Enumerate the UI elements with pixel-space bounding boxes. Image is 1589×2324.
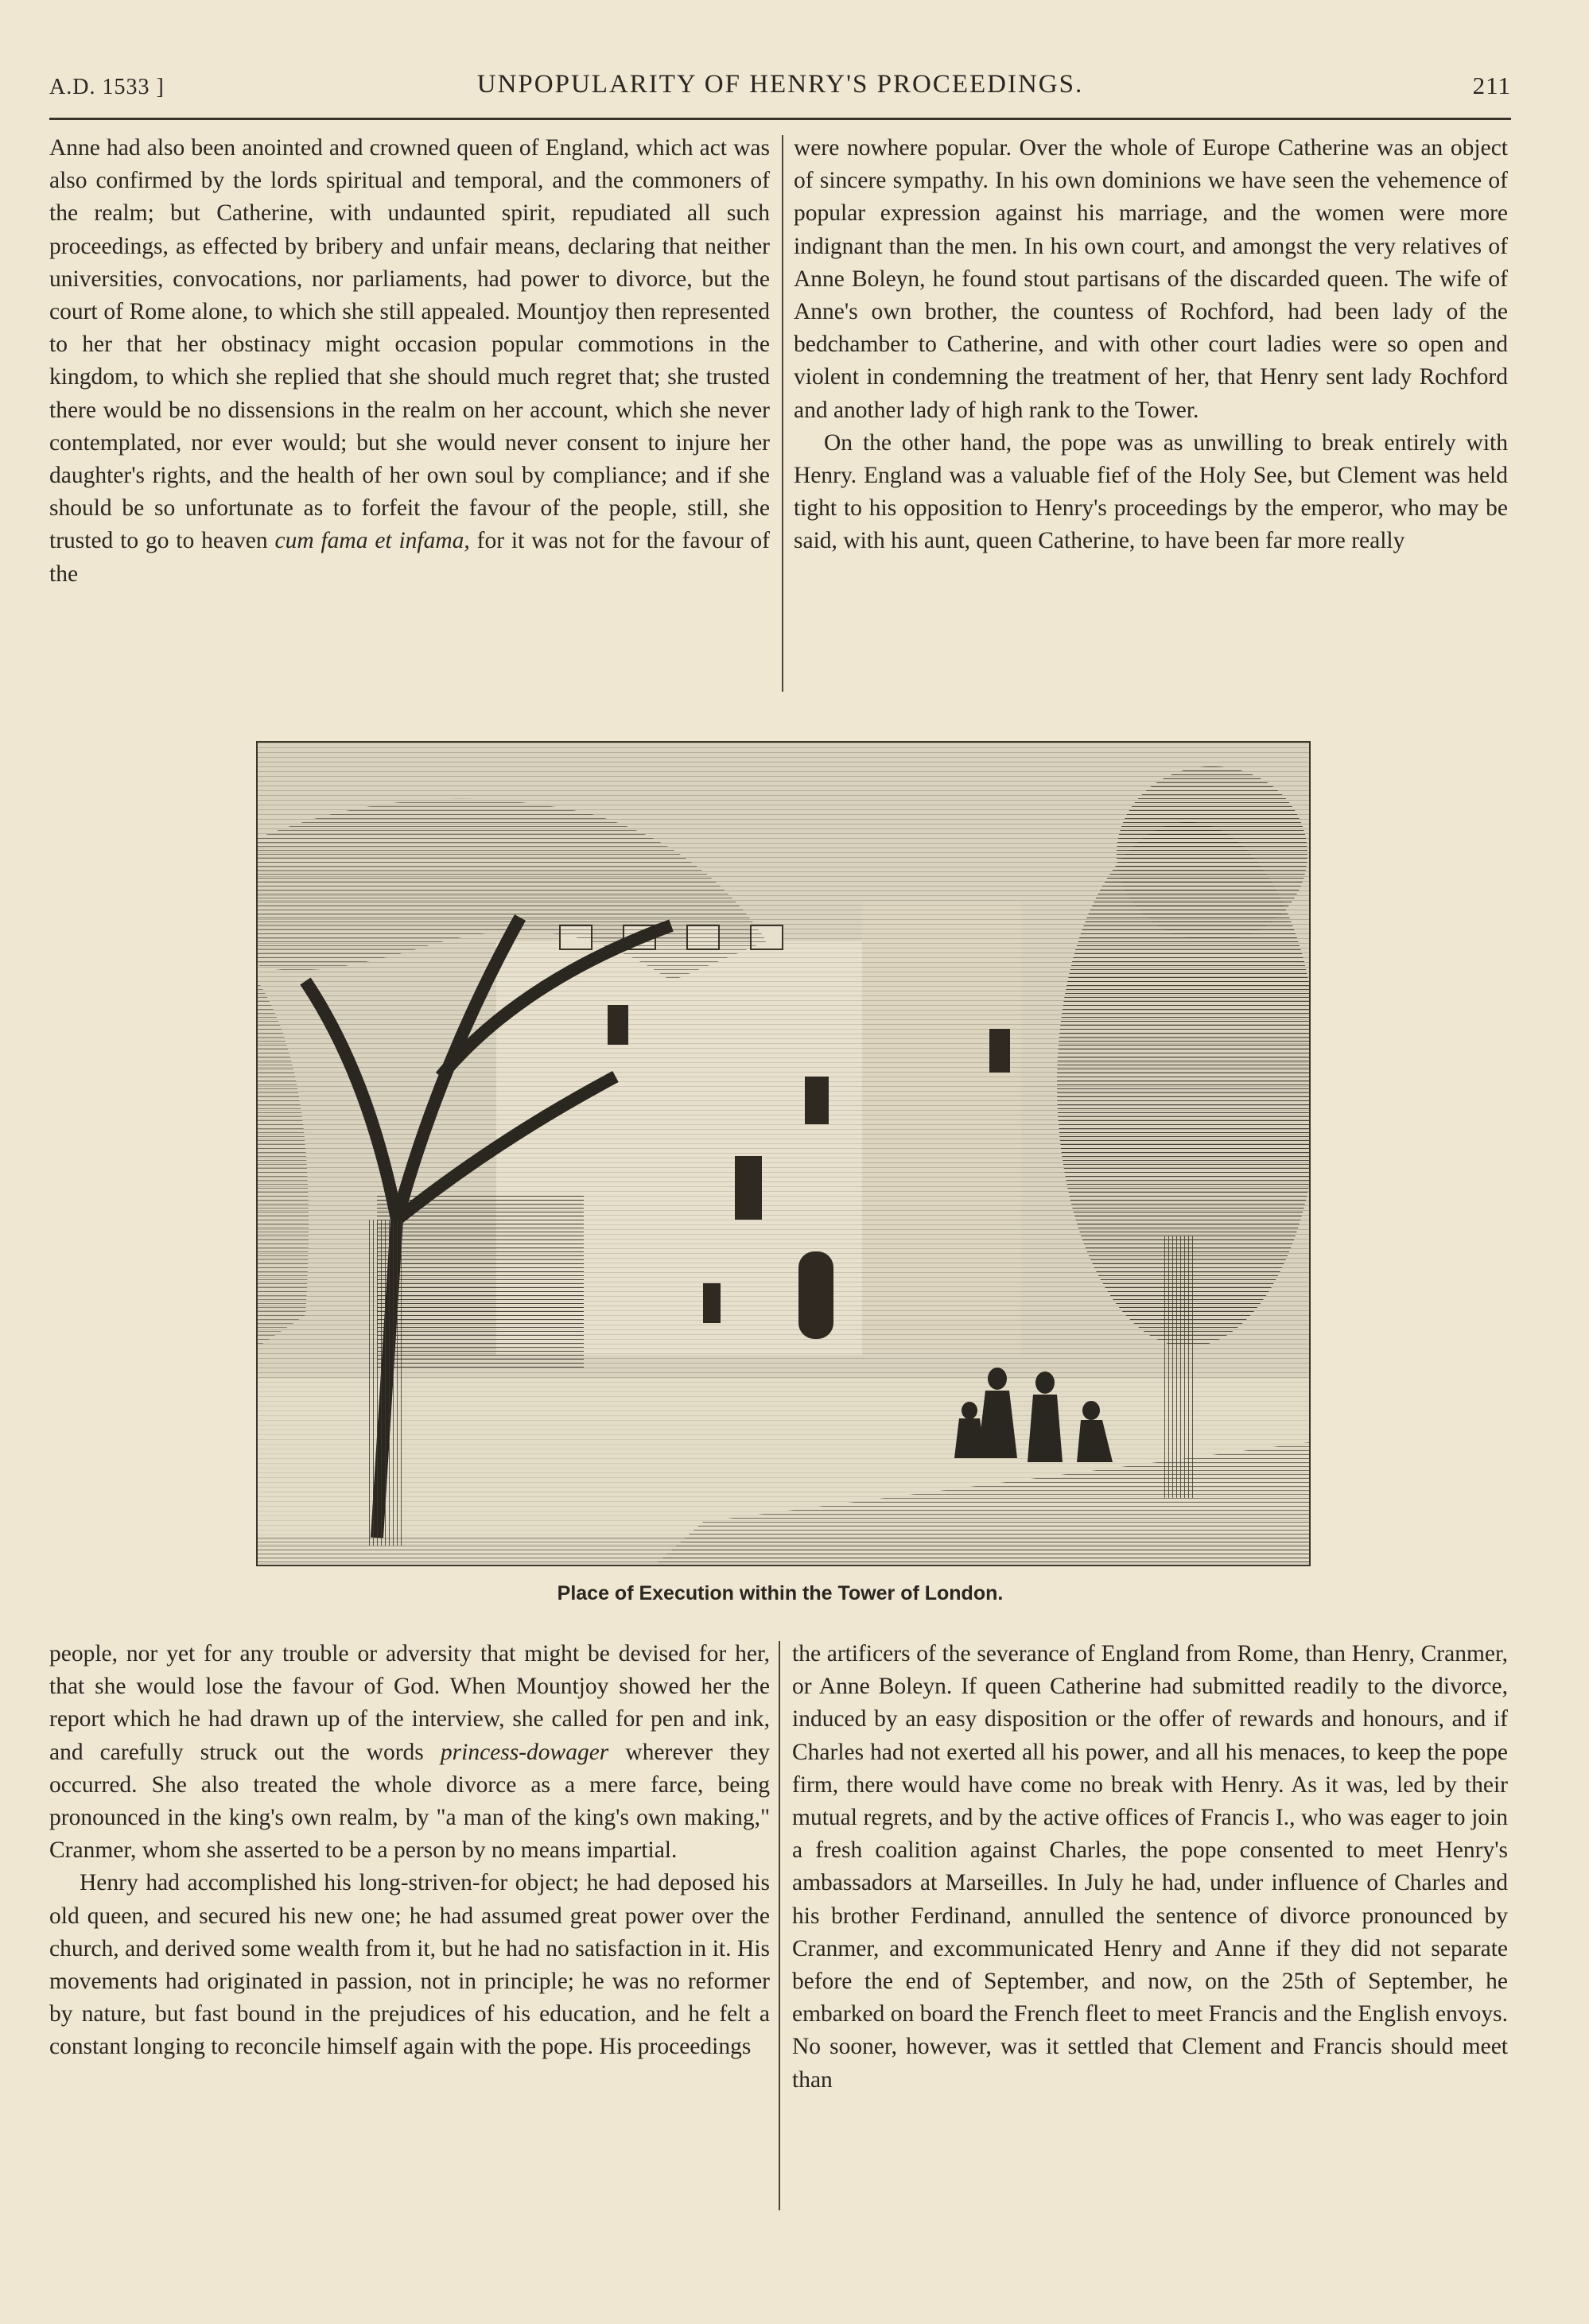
top-left-column xyxy=(49,132,770,591)
engraving-illustration xyxy=(256,741,1311,1566)
paragraph: Henry had accomplished his long-striven-for object; he had deposed his old queen, and secured his new one; he had assumed great power over the church, and derived some wealth from it, but he had no satisfaction in it. His movements had originated in passion, not in principle; he was no reformer by nature, but fast bound in the prejudices of his education, and he felt a constant longing to reconcile himself again with the pope. His proceedings xyxy=(49,1870,770,2060)
header-rule xyxy=(49,118,1511,120)
header-date: A.D. 1533 ] xyxy=(49,75,165,99)
paragraph: were nowhere popular. Over the whole of Europe Catherine was an object of sincere sympathy. In his own dominions we have seen the vehemence of popular expression against his marriage, and the women were more indignant than the men. In his own court, and amongst the very relatives of Anne Boleyn, he found stout partisans of the discarded queen. The wife of Anne's own brother, the countess of Rochford, had been lady of the bedchamber to Catherine, and with other court ladies were so open and violent in condemning the treatment of her, that Henry sent lady Rochford and another lady of high rank to the Tower. xyxy=(794,135,1508,423)
header-title: UNPOPULARITY OF HENRY'S PROCEEDINGS. xyxy=(476,70,1084,99)
text: Anne had also been anointed and crowned queen of England, which act was also confirmed by the lords spiritual and temporal, and the commoners of the realm; but Catherine, with undaunted spirit, repudiated all such proceedings, as effected by bribery and unfair means, declaring that neither universities, convocations, nor parliaments, had power to divorce, but the court of Rome alone, to which she still appealed. Mountjoy then represented to her that her obstinacy might occasion popular commotions in the kingdom, to which she replied that she should much regret that; she trusted there would be no dissensions in the realm on her account, which she never contemplated, nor ever would; but she would never consent to injure her daughter's rights, and the health of her own soul by compliance; and if she should be so unfortunate as to forfeit the favour of the people, still, she trusted to go to heaven xyxy=(49,135,770,554)
paragraph: On the other hand, the pope was as unwilling to break entirely with Henry. England was a valuable fief of the Holy See, but Clement was held tight to his opposition to Henry's proceedings by the emperor, who may be said, with his aunt, queen Catherine, to have been far more really xyxy=(794,429,1508,554)
text: wherever they occurred. She also treated the whole divorce as a mere farce, being pronounced in the king's own realm, by "a man of the king's own making," Cranmer, whom she asserted to be a person by no means impartial. xyxy=(49,1739,770,1864)
page-number: 211 xyxy=(1472,72,1511,99)
bottom-right-column xyxy=(792,1638,1508,2097)
tower-engraving xyxy=(258,743,1309,1565)
italic-phrase: princess-dowager xyxy=(440,1739,609,1765)
column-divider xyxy=(779,1641,780,2210)
top-right-column xyxy=(794,132,1508,558)
paragraph xyxy=(49,132,770,591)
figure-caption: Place of Execution within the Tower of London. xyxy=(557,1582,1004,1604)
running-header xyxy=(49,70,1511,110)
paragraph xyxy=(49,1638,770,1867)
column-divider xyxy=(782,135,783,692)
text: people, nor yet for any trouble or adversity that might be devised for her, that she would lose the favour of God. When Mountjoy showed her the report which he had drawn up of the interview, she called for pen and ink, and carefully struck out the words xyxy=(49,1641,770,1765)
text: for it was not for the favour of the xyxy=(49,528,770,587)
bottom-left-column xyxy=(49,1638,770,2064)
latin-phrase: cum fama et infama, xyxy=(274,528,470,554)
paragraph: the artificers of the severance of England from Rome, than Henry, Cranmer, or Anne Boleyn. If queen Catherine had submitted readily to the divorce, induced by an easy disposition or the offer of rewards and honours, and if Charles had not exerted all his power, and all his menaces, to keep the pope firm, there would have come no break with Henry. As it was, led by their mutual regrets, and by the active offices of Francis I., who was eager to join a fresh coalition against Charles, the pope consented to meet Henry's ambassadors at Marseilles. In July he had, under influence of Charles and his brother Ferdinand, annulled the sentence of divorce pronounced by Cranmer, and excommunicated Henry and Anne if they did not separate before the end of September, and now, on the 25th of September, he embarked on board the French fleet to meet Francis and the English envoys. No sooner, however, was it settled that Clement and Francis should meet than xyxy=(792,1641,1508,2093)
